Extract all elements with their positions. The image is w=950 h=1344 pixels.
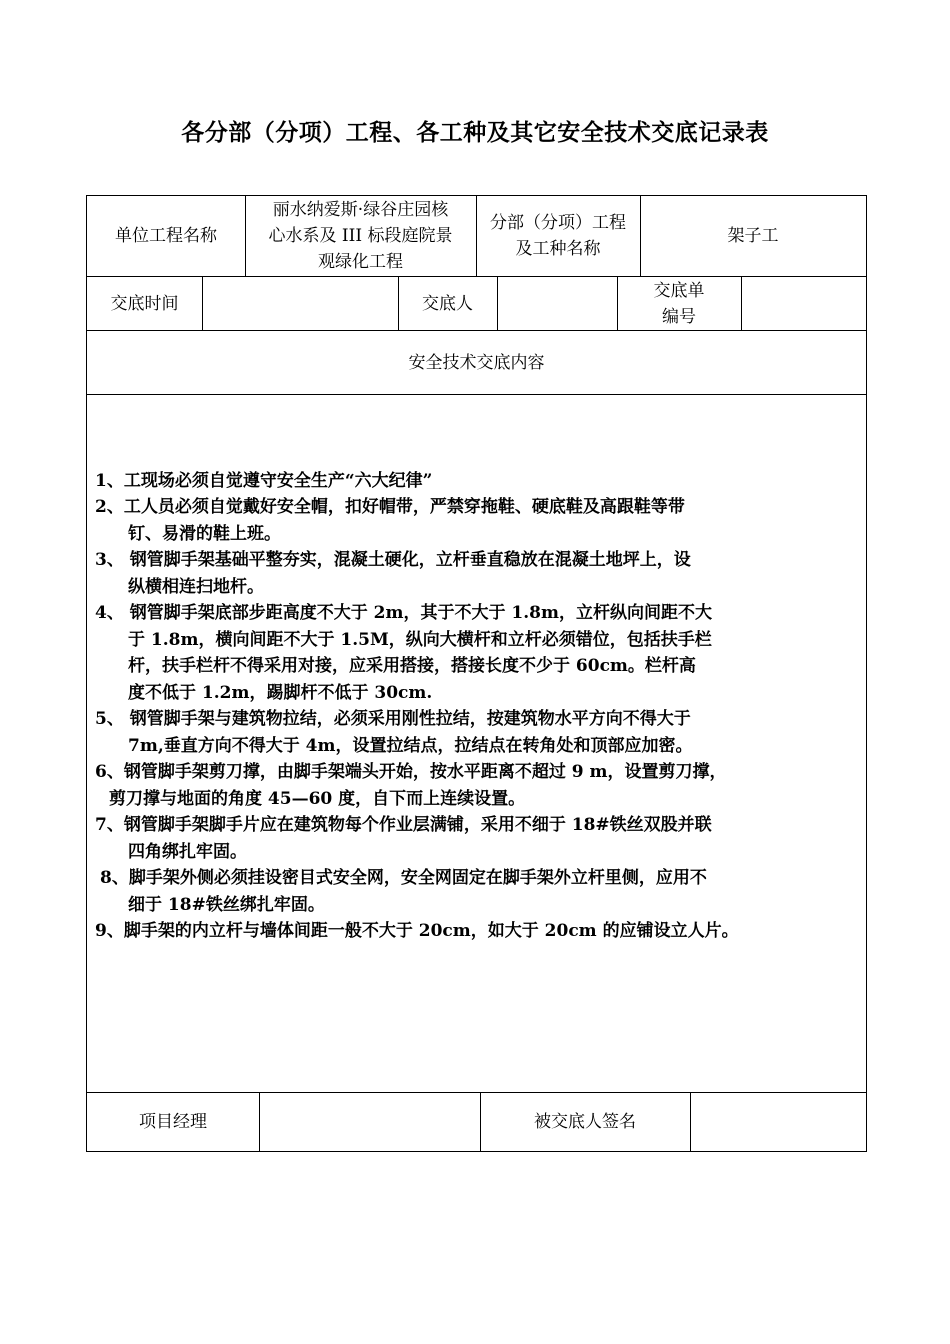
time-value[interactable] — [202, 277, 398, 330]
content-line: 2、工人员必须自觉戴好安全帽，扣好帽带，严禁穿拖鞋、硬底鞋及高跟鞋等带 — [95, 497, 685, 517]
number-label-line: 交底单 — [653, 280, 705, 301]
unit-name-line: 心水系及 III 标段庭院景 — [268, 226, 453, 246]
presenter-value[interactable] — [497, 277, 617, 330]
number-label — [617, 277, 741, 330]
section-title: 安全技术交底内容 — [408, 352, 545, 373]
unit-name-line: 观绿化工程 — [318, 252, 403, 272]
unit-name-line: 丽水纳爱斯·绿谷庄园核 — [272, 200, 449, 220]
signee-label: 被交底人签名 — [534, 1112, 636, 1132]
trade-value: 架子工 — [727, 226, 779, 246]
manager-label: 项目经理 — [139, 1112, 207, 1132]
time-label: 交底时间 — [110, 293, 179, 314]
content-line: 四角绑扎牢固。 — [128, 842, 247, 862]
content-line: 7、钢管脚手架脚手片应在建筑物每个作业层满铺，采用不细于 18#铁丝双股并联 — [95, 815, 712, 835]
content-line: 杆，扶手栏杆不得采用对接，应采用搭接，搭接长度不少于 60cm。栏杆高 — [128, 656, 696, 676]
sub-project-label — [476, 196, 640, 276]
content-line: 8、脚手架外侧必须挂设密目式安全网，安全网固定在脚手架外立杆里侧，应用不 — [100, 868, 707, 888]
record-table — [86, 195, 867, 1152]
content-line: 度不低于 1.2m，踢脚杆不低于 30cm. — [128, 683, 433, 703]
signee-value[interactable] — [690, 1093, 866, 1151]
content-line: 4、 钢管脚手架底部步距高度不大于 2m，其于不大于 1.8m，立杆纵向间距不大 — [95, 603, 712, 623]
disclosure-info-row — [87, 277, 866, 331]
sub-project-label-line: 分部（分项）工程 — [490, 213, 626, 233]
content-line: 5、 钢管脚手架与建筑物拉结，必须采用刚性拉结，按建筑物水平方向不得大于 — [95, 709, 691, 729]
page-title: 各分部（分项）工程、各工种及其它安全技术交底记录表 — [181, 119, 769, 146]
unit-name-label: 单位工程名称 — [115, 226, 217, 246]
presenter-label: 交底人 — [422, 293, 473, 314]
number-value[interactable] — [741, 277, 866, 330]
content-line: 3、 钢管脚手架基础平整夯实，混凝土硬化，立杆垂直稳放在混凝土地坪上，设 — [95, 550, 691, 570]
section-title-row — [87, 331, 866, 395]
number-label-line: 编号 — [662, 306, 696, 327]
project-info-row — [87, 196, 866, 277]
content-line: 钉、易滑的鞋上班。 — [128, 524, 281, 544]
manager-value[interactable] — [259, 1093, 480, 1151]
signature-row — [87, 1093, 866, 1151]
content-line: 6、钢管脚手架剪刀撑，由脚手架端头开始，按水平距离不超过 9 m，设置剪刀撑， — [95, 762, 727, 782]
content-line: 于 1.8m，横向间距不大于 1.5M，纵向大横杆和立杆必须错位，包括扶手栏 — [128, 630, 712, 650]
content-line: 剪刀撑与地面的角度 45—60 度，自下而上连续设置。 — [109, 789, 526, 809]
content-line: 细于 18#铁丝绑扎牢固。 — [128, 895, 325, 915]
sub-project-label-line: 及工种名称 — [515, 239, 601, 259]
unit-name-value — [245, 196, 476, 276]
content-line: 9、脚手架的内立杆与墙体间距一般不大于 20cm，如大于 20cm 的应铺设立人片。 — [95, 921, 739, 941]
content-line: 7m,垂直方向不得大于 4m，设置拉结点，拉结点在转角处和顶部应加密。 — [128, 736, 693, 756]
content-line: 纵横相连扫地杆。 — [128, 577, 264, 597]
content-body — [87, 395, 866, 1092]
content-row — [87, 395, 866, 1093]
content-line: 1、工现场必须自觉遵守安全生产“六大纪律” — [95, 471, 433, 491]
